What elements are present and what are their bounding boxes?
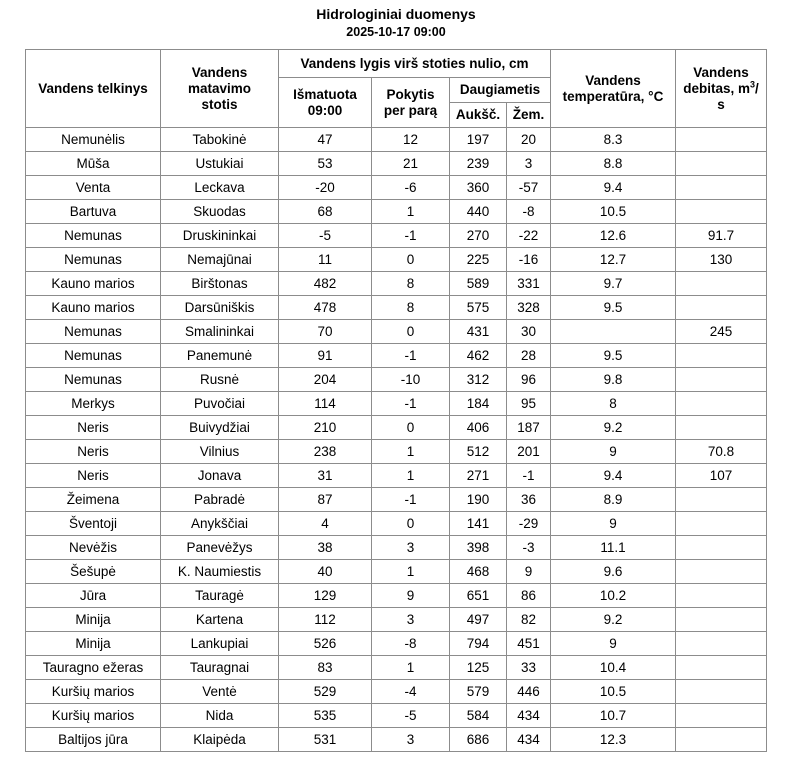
cell-measured: 531 <box>279 728 372 752</box>
cell-daily-change: -1 <box>372 344 450 368</box>
cell-temperature: 10.2 <box>551 584 676 608</box>
cell-discharge <box>676 488 767 512</box>
cell-water-body: Tauragno ežeras <box>26 656 161 680</box>
cell-discharge <box>676 392 767 416</box>
cell-discharge <box>676 680 767 704</box>
cell-discharge <box>676 416 767 440</box>
cell-multiyear-high: 575 <box>450 296 507 320</box>
cell-measured: 47 <box>279 128 372 152</box>
table-row <box>26 296 767 320</box>
cell-temperature: 9.7 <box>551 272 676 296</box>
cell-multiyear-high: 270 <box>450 224 507 248</box>
cell-multiyear-low: -29 <box>507 512 551 536</box>
table-row <box>26 560 767 584</box>
cell-daily-change: 0 <box>372 320 450 344</box>
table-row <box>26 248 767 272</box>
table-row <box>26 440 767 464</box>
cell-daily-change: 1 <box>372 560 450 584</box>
cell-discharge <box>676 728 767 752</box>
cell-measured: 70 <box>279 320 372 344</box>
cell-multiyear-high: 225 <box>450 248 507 272</box>
table-row <box>26 680 767 704</box>
cell-daily-change: -6 <box>372 176 450 200</box>
cell-multiyear-low: -16 <box>507 248 551 272</box>
header-discharge <box>676 50 767 128</box>
cell-water-body: Nemunas <box>26 320 161 344</box>
cell-multiyear-high: 584 <box>450 704 507 728</box>
cell-multiyear-high: 312 <box>450 368 507 392</box>
cell-station: K. Naumiestis <box>161 560 279 584</box>
cell-temperature: 9.5 <box>551 296 676 320</box>
cell-measured: -20 <box>279 176 372 200</box>
cell-temperature: 12.6 <box>551 224 676 248</box>
cell-temperature: 8.9 <box>551 488 676 512</box>
cell-daily-change: 8 <box>372 296 450 320</box>
cell-multiyear-high: 431 <box>450 320 507 344</box>
header-discharge-unit-tail: / s <box>717 80 759 112</box>
cell-station: Buivydžiai <box>161 416 279 440</box>
cell-station: Druskininkai <box>161 224 279 248</box>
cell-temperature: 9 <box>551 440 676 464</box>
table-row <box>26 224 767 248</box>
cell-station: Birštonas <box>161 272 279 296</box>
cell-station: Tabokinė <box>161 128 279 152</box>
cell-multiyear-low: 28 <box>507 344 551 368</box>
cell-multiyear-low: -22 <box>507 224 551 248</box>
cell-measured: 112 <box>279 608 372 632</box>
cell-measured: -5 <box>279 224 372 248</box>
cell-station: Tauragnai <box>161 656 279 680</box>
cell-station: Darsūniškis <box>161 296 279 320</box>
cell-daily-change: 0 <box>372 248 450 272</box>
header-discharge-text: Vandens debitas, m <box>683 64 750 96</box>
cell-water-body: Nevėžis <box>26 536 161 560</box>
cell-multiyear-low: -57 <box>507 176 551 200</box>
cell-discharge <box>676 704 767 728</box>
cell-multiyear-high: 468 <box>450 560 507 584</box>
header-multiyear-high: Aukšč. <box>450 103 507 128</box>
table-row <box>26 704 767 728</box>
header-water-body: Vandens telkinys <box>26 50 161 128</box>
cell-measured: 31 <box>279 464 372 488</box>
cell-water-body: Nemunas <box>26 368 161 392</box>
cell-daily-change: 0 <box>372 416 450 440</box>
cell-discharge <box>676 536 767 560</box>
cell-temperature: 10.5 <box>551 680 676 704</box>
cell-station: Puvočiai <box>161 392 279 416</box>
cell-multiyear-high: 239 <box>450 152 507 176</box>
cell-multiyear-low: 82 <box>507 608 551 632</box>
cell-multiyear-low: 96 <box>507 368 551 392</box>
cell-measured: 238 <box>279 440 372 464</box>
cell-water-body: Kuršių marios <box>26 680 161 704</box>
cell-station: Smalininkai <box>161 320 279 344</box>
cell-temperature: 9.2 <box>551 608 676 632</box>
cell-daily-change: 3 <box>372 536 450 560</box>
cell-water-body: Šventoji <box>26 512 161 536</box>
cell-multiyear-high: 440 <box>450 200 507 224</box>
cell-discharge: 130 <box>676 248 767 272</box>
cell-multiyear-high: 589 <box>450 272 507 296</box>
cell-discharge <box>676 128 767 152</box>
table-row <box>26 176 767 200</box>
cell-measured: 478 <box>279 296 372 320</box>
cell-discharge <box>676 152 767 176</box>
cell-multiyear-low: 30 <box>507 320 551 344</box>
cell-multiyear-high: 184 <box>450 392 507 416</box>
header-station: Vandens matavimo stotis <box>161 50 279 128</box>
cell-multiyear-low: 434 <box>507 728 551 752</box>
cell-water-body: Neris <box>26 440 161 464</box>
cell-multiyear-high: 125 <box>450 656 507 680</box>
cell-multiyear-low: -3 <box>507 536 551 560</box>
cell-discharge <box>676 560 767 584</box>
table-row <box>26 416 767 440</box>
table-body <box>26 128 767 752</box>
cell-discharge <box>676 344 767 368</box>
cell-multiyear-low: 3 <box>507 152 551 176</box>
page-subtitle-date: 2025-10-17 09:00 <box>346 25 446 39</box>
cell-station: Pabradė <box>161 488 279 512</box>
table-row <box>26 272 767 296</box>
cell-daily-change: 8 <box>372 272 450 296</box>
cell-station: Ustukiai <box>161 152 279 176</box>
cell-discharge <box>676 176 767 200</box>
cell-measured: 53 <box>279 152 372 176</box>
cell-daily-change: 1 <box>372 464 450 488</box>
table-row <box>26 368 767 392</box>
cell-measured: 114 <box>279 392 372 416</box>
cell-water-body: Šešupė <box>26 560 161 584</box>
cell-multiyear-low: 434 <box>507 704 551 728</box>
table-row <box>26 152 767 176</box>
cell-temperature: 9 <box>551 512 676 536</box>
cell-multiyear-low: 20 <box>507 128 551 152</box>
table-row <box>26 488 767 512</box>
table-row <box>26 200 767 224</box>
cell-daily-change: -10 <box>372 368 450 392</box>
cell-water-body: Nemunėlis <box>26 128 161 152</box>
cell-multiyear-low: 86 <box>507 584 551 608</box>
page-title: Hidrologiniai duomenys <box>316 6 476 22</box>
cell-station: Nemajūnai <box>161 248 279 272</box>
table-row <box>26 608 767 632</box>
header-daily-change: Pokytis per parą <box>372 78 450 128</box>
cell-multiyear-high: 686 <box>450 728 507 752</box>
cell-daily-change: -4 <box>372 680 450 704</box>
cell-station: Rusnė <box>161 368 279 392</box>
cell-water-body: Nemunas <box>26 248 161 272</box>
cell-temperature: 9.8 <box>551 368 676 392</box>
table-row <box>26 632 767 656</box>
table-row <box>26 344 767 368</box>
cell-discharge <box>676 368 767 392</box>
cell-daily-change: 3 <box>372 608 450 632</box>
cell-discharge <box>676 200 767 224</box>
cell-water-body: Baltijos jūra <box>26 728 161 752</box>
cell-water-body: Neris <box>26 464 161 488</box>
cell-multiyear-high: 271 <box>450 464 507 488</box>
header-water-level-group: Vandens lygis virš stoties nulio, cm <box>279 50 551 78</box>
cell-daily-change: 1 <box>372 440 450 464</box>
cell-discharge <box>676 584 767 608</box>
cell-water-body: Kauno marios <box>26 272 161 296</box>
cell-daily-change: 1 <box>372 200 450 224</box>
cell-multiyear-low: 201 <box>507 440 551 464</box>
table-row <box>26 536 767 560</box>
cell-station: Tauragė <box>161 584 279 608</box>
cell-measured: 129 <box>279 584 372 608</box>
header-multiyear-low: Žem. <box>507 103 551 128</box>
cell-temperature: 10.7 <box>551 704 676 728</box>
header-multiyear: Daugiametis <box>450 78 551 103</box>
cell-measured: 68 <box>279 200 372 224</box>
cell-multiyear-high: 579 <box>450 680 507 704</box>
cell-multiyear-low: 331 <box>507 272 551 296</box>
table-row <box>26 584 767 608</box>
cell-temperature: 9.4 <box>551 176 676 200</box>
cell-water-body: Neris <box>26 416 161 440</box>
cell-daily-change: -1 <box>372 392 450 416</box>
header-temperature: Vandens temperatūra, °C <box>551 50 676 128</box>
header-measured: Išmatuota 09:00 <box>279 78 372 128</box>
cell-multiyear-high: 406 <box>450 416 507 440</box>
cell-measured: 204 <box>279 368 372 392</box>
cell-daily-change: -8 <box>372 632 450 656</box>
cell-temperature: 8.8 <box>551 152 676 176</box>
cell-multiyear-high: 360 <box>450 176 507 200</box>
cell-measured: 11 <box>279 248 372 272</box>
cell-measured: 83 <box>279 656 372 680</box>
cell-station: Lankupiai <box>161 632 279 656</box>
cell-multiyear-high: 794 <box>450 632 507 656</box>
cell-daily-change: 1 <box>372 656 450 680</box>
table-row <box>26 512 767 536</box>
cell-multiyear-high: 190 <box>450 488 507 512</box>
cell-daily-change: -1 <box>372 488 450 512</box>
cell-temperature: 8 <box>551 392 676 416</box>
cell-multiyear-high: 141 <box>450 512 507 536</box>
cell-measured: 526 <box>279 632 372 656</box>
cell-discharge: 107 <box>676 464 767 488</box>
cell-station: Kartena <box>161 608 279 632</box>
cell-water-body: Venta <box>26 176 161 200</box>
header-discharge-superscript: 3 <box>750 79 756 89</box>
cell-water-body: Žeimena <box>26 488 161 512</box>
cell-multiyear-low: 451 <box>507 632 551 656</box>
cell-multiyear-low: 446 <box>507 680 551 704</box>
cell-multiyear-high: 398 <box>450 536 507 560</box>
cell-temperature <box>551 320 676 344</box>
cell-station: Vilnius <box>161 440 279 464</box>
table-row <box>26 728 767 752</box>
cell-multiyear-low: 328 <box>507 296 551 320</box>
cell-station: Nida <box>161 704 279 728</box>
cell-discharge <box>676 512 767 536</box>
cell-water-body: Jūra <box>26 584 161 608</box>
cell-measured: 40 <box>279 560 372 584</box>
cell-measured: 87 <box>279 488 372 512</box>
cell-water-body: Kuršių marios <box>26 704 161 728</box>
table-row <box>26 656 767 680</box>
table-row <box>26 128 767 152</box>
cell-water-body: Merkys <box>26 392 161 416</box>
cell-daily-change: 21 <box>372 152 450 176</box>
cell-discharge <box>676 272 767 296</box>
cell-temperature: 10.4 <box>551 656 676 680</box>
cell-water-body: Bartuva <box>26 200 161 224</box>
cell-temperature: 10.5 <box>551 200 676 224</box>
cell-multiyear-low: 9 <box>507 560 551 584</box>
cell-water-body: Minija <box>26 608 161 632</box>
cell-station: Jonava <box>161 464 279 488</box>
cell-daily-change: 12 <box>372 128 450 152</box>
cell-temperature: 11.1 <box>551 536 676 560</box>
cell-temperature: 12.7 <box>551 248 676 272</box>
cell-measured: 210 <box>279 416 372 440</box>
cell-multiyear-high: 651 <box>450 584 507 608</box>
cell-measured: 38 <box>279 536 372 560</box>
cell-daily-change: 3 <box>372 728 450 752</box>
cell-discharge <box>676 608 767 632</box>
cell-station: Ventė <box>161 680 279 704</box>
cell-water-body: Nemunas <box>26 224 161 248</box>
cell-multiyear-low: 187 <box>507 416 551 440</box>
cell-temperature: 12.3 <box>551 728 676 752</box>
cell-measured: 91 <box>279 344 372 368</box>
cell-temperature: 8.3 <box>551 128 676 152</box>
cell-measured: 529 <box>279 680 372 704</box>
cell-daily-change: 9 <box>372 584 450 608</box>
cell-station: Panevėžys <box>161 536 279 560</box>
cell-temperature: 9.6 <box>551 560 676 584</box>
cell-multiyear-high: 512 <box>450 440 507 464</box>
cell-multiyear-low: 36 <box>507 488 551 512</box>
cell-temperature: 9 <box>551 632 676 656</box>
cell-water-body: Kauno marios <box>26 296 161 320</box>
cell-multiyear-low: -1 <box>507 464 551 488</box>
cell-discharge: 70.8 <box>676 440 767 464</box>
cell-station: Panemunė <box>161 344 279 368</box>
cell-water-body: Nemunas <box>26 344 161 368</box>
cell-discharge <box>676 632 767 656</box>
table-row <box>26 464 767 488</box>
cell-measured: 4 <box>279 512 372 536</box>
cell-daily-change: -1 <box>372 224 450 248</box>
cell-water-body: Minija <box>26 632 161 656</box>
cell-discharge <box>676 296 767 320</box>
cell-station: Skuodas <box>161 200 279 224</box>
cell-discharge <box>676 656 767 680</box>
cell-multiyear-low: 33 <box>507 656 551 680</box>
cell-temperature: 9.4 <box>551 464 676 488</box>
table-row <box>26 392 767 416</box>
cell-measured: 482 <box>279 272 372 296</box>
cell-temperature: 9.5 <box>551 344 676 368</box>
cell-multiyear-low: -8 <box>507 200 551 224</box>
hydrology-table <box>25 49 767 752</box>
cell-multiyear-low: 95 <box>507 392 551 416</box>
cell-temperature: 9.2 <box>551 416 676 440</box>
cell-station: Leckava <box>161 176 279 200</box>
cell-discharge: 245 <box>676 320 767 344</box>
cell-daily-change: 0 <box>372 512 450 536</box>
cell-station: Klaipėda <box>161 728 279 752</box>
cell-multiyear-high: 197 <box>450 128 507 152</box>
cell-daily-change: -5 <box>372 704 450 728</box>
cell-discharge: 91.7 <box>676 224 767 248</box>
cell-multiyear-high: 497 <box>450 608 507 632</box>
cell-measured: 535 <box>279 704 372 728</box>
table-row <box>26 320 767 344</box>
cell-water-body: Mūša <box>26 152 161 176</box>
cell-multiyear-high: 462 <box>450 344 507 368</box>
cell-station: Anykščiai <box>161 512 279 536</box>
